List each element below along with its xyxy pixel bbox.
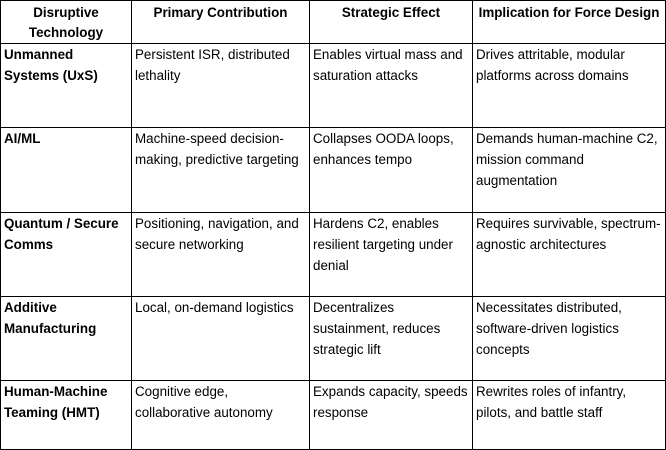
implication-cell: Drives attritable, modular platforms across domains <box>473 44 666 128</box>
header-primary-contribution: Primary Contribution <box>132 1 310 44</box>
table-row <box>1 44 666 128</box>
implication-cell: Necessitates distributed, software-driven logistics concepts <box>473 297 666 381</box>
effect-cell: Enables virtual mass and saturation attacks <box>310 44 473 128</box>
contribution-cell: Positioning, navigation, and secure networking <box>132 213 310 297</box>
table-header-row <box>1 1 666 44</box>
table-row <box>1 297 666 381</box>
header-implication-for-force-design: Implication for Force Design <box>473 1 666 44</box>
effect-cell: Decentralizes sustainment, reduces strategic lift <box>310 297 473 381</box>
implication-cell: Requires survivable, spectrum-agnostic architectures <box>473 213 666 297</box>
effect-cell: Hardens C2, enables resilient targeting under denial <box>310 213 473 297</box>
technology-cell: Additive Manufacturing <box>1 297 132 381</box>
technology-cell: Unmanned Systems (UxS) <box>1 44 132 128</box>
contribution-cell: Machine-speed decision-making, predictive targeting <box>132 128 310 213</box>
contribution-cell: Persistent ISR, distributed lethality <box>132 44 310 128</box>
effect-cell: Expands capacity, speeds response <box>310 381 473 450</box>
table-row <box>1 381 666 450</box>
table-row <box>1 213 666 297</box>
contribution-cell: Cognitive edge, collaborative autonomy <box>132 381 310 450</box>
effect-cell: Collapses OODA loops, enhances tempo <box>310 128 473 213</box>
header-disruptive-technology: Disruptive Technology <box>1 1 132 44</box>
technology-cell: AI/ML <box>1 128 132 213</box>
implication-cell: Demands human-machine C2, mission command augmentation <box>473 128 666 213</box>
technology-cell: Human-Machine Teaming (HMT) <box>1 381 132 450</box>
implication-cell: Rewrites roles of infantry, pilots, and battle staff <box>473 381 666 450</box>
technology-cell: Quantum / Secure Comms <box>1 213 132 297</box>
contribution-cell: Local, on-demand logistics <box>132 297 310 381</box>
table-row <box>1 128 666 213</box>
header-strategic-effect: Strategic Effect <box>310 1 473 44</box>
